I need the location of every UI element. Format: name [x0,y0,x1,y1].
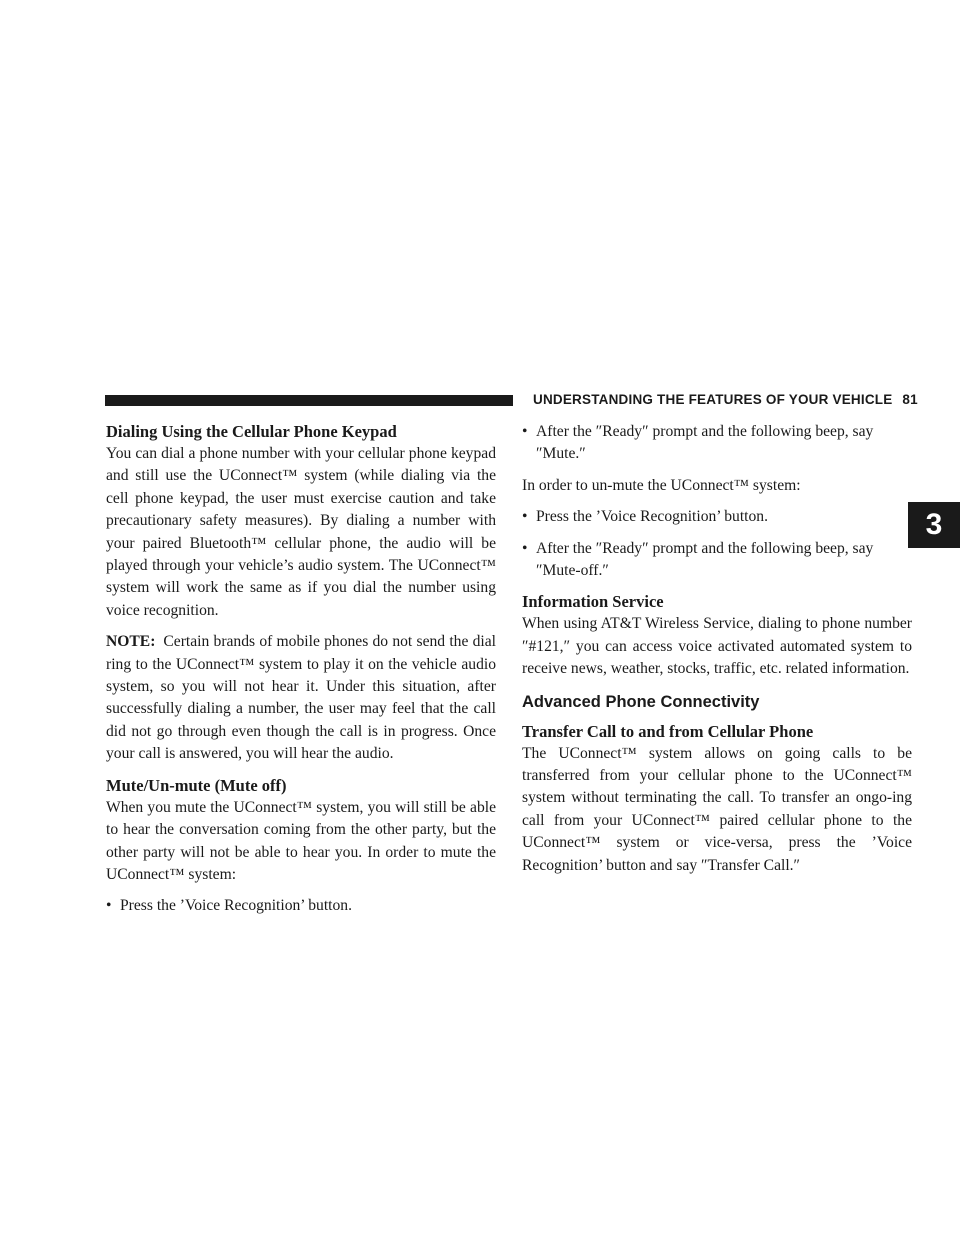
header-title: UNDERSTANDING THE FEATURES OF YOUR VEHICLE [533,392,893,407]
right-column [522,421,912,877]
bullet-text: After the ″Ready″ prompt and the following beep, say ″Mute.″ [536,423,874,463]
bullet-text: Press the ’Voice Recognition’ button. [536,508,768,526]
left-column [106,421,496,918]
bullet-text: Press the ’Voice Recognition’ button. [120,897,352,915]
bullet-after-ready-muteoff [522,538,912,583]
heading-mute: Mute/Un-mute (Mute off) [106,775,287,795]
paragraph-mute: When you mute the UConnect™ system, you will still be able to hear the conversation coming from the other party, but the other party will not be able to hear you. In order to mute the UConnect™ system: [106,798,496,883]
header-title-line [533,392,918,407]
bullet-dot: • [522,423,528,440]
paragraph-unmute: In order to un-mute the UConnect™ system: [522,476,801,494]
heading-advanced-phone-connectivity: Advanced Phone Connectivity [522,692,760,711]
paragraph-transfer-call: The UConnect™ system allows on going calls to be transferred from your cellular phone to the UConnect™ system without terminating the call. To transfer an ongo-ing call from your UConnect™ paired cellular phone to the UConnect™ system or vice-versa, press the ’Voice Recognition’ button and say ″Transfer Call.″ [522,744,912,874]
bullet-dot: • [522,539,528,557]
page-header [105,392,918,418]
note-paragraph [106,631,496,765]
header-rule [105,395,513,406]
paragraph-dialing: You can dial a phone number with your cellular phone keypad and still use the UConnect™ system (while dialing via the cell phone keypad, the user must exercise caution and take precautionary safety measures). By dialing a number with your paired Bluetooth™ cellular phone, the audio will be played through your vehicle’s audio system. The UConnect™ system will work the same as if you dial the number using voice recognition. [106,445,496,619]
paragraph-information-service: When using AT&T Wireless Service, dialing to phone number ″#121,″ you can access voice activated automated system to receive news, weather, stocks, traffic, etc. related information. [522,615,912,678]
note-label: NOTE: [106,633,156,651]
bullet-press-voice-recognition-2 [522,506,912,528]
bullet-dot: • [522,508,528,526]
bullet-after-ready-mute [522,421,912,466]
heading-information-service: Information Service [522,592,664,612]
heading-dialing: Dialing Using the Cellular Phone Keypad [106,422,397,441]
page-number: 81 [902,392,918,407]
bullet-dot: • [106,897,112,915]
note-text: Certain brands of mobile phones do not send the dial ring to the UConnect™ system to play it on the vehicle audio system, so you will not hear it. Under this situation, after successfully dialing a number, the user may feel that the call did not go through even though the call is in progress. Once your call is answered, you will hear the audio. [106,633,496,763]
heading-transfer-call: Transfer Call to and from Cellular Phone [522,721,814,741]
bullet-text: After the ″Ready″ prompt and the following beep, say ″Mute-off.″ [536,539,874,580]
chapter-tab: 3 [908,502,960,548]
bullet-press-voice-recognition [106,895,496,917]
